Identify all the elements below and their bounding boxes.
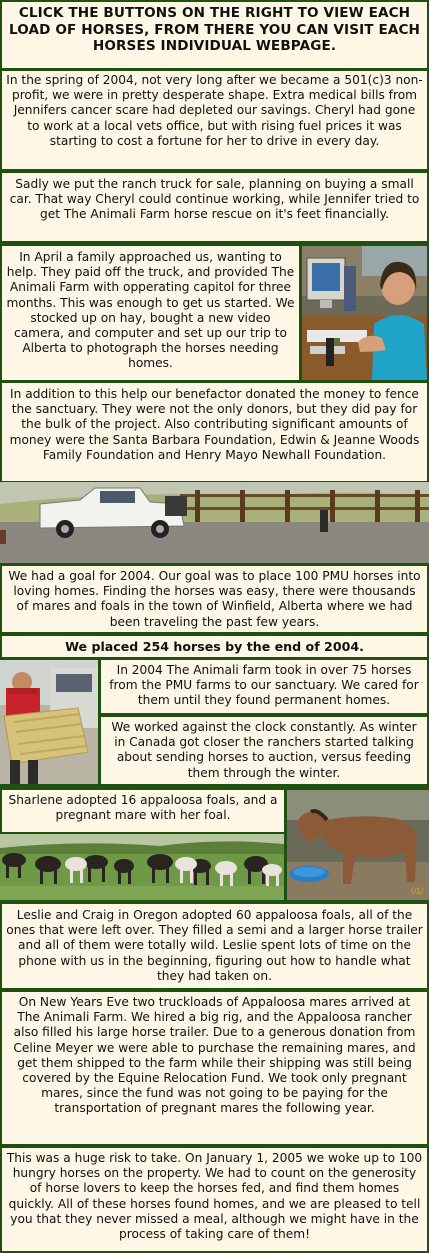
paragraph-against-clock (101, 717, 427, 784)
paragraph-text: In the spring of 2004, not very long after we became a 501(c)3 non-profit, we were in pretty desperate shape. Extra medical bills from Jennifers cancer scare had depleted our savings. Cheryl had gone to work at a local vets office, but with rising fuel prices it was starting to cost a fortune for her to drive in every day. (6, 73, 423, 148)
paragraph-took-in-75 (101, 660, 427, 713)
hay-bale-photo (0, 660, 98, 784)
header-title: CLICK THE BUTTONS ON THE RIGHT TO VIEW EACH LOAD OF HORSES, FROM THERE YOU CAN VISIT EACH HORSES INDIVIDUAL WEBPAGE. (8, 5, 421, 54)
paragraph-leslie-craig (2, 904, 427, 988)
paragraph-text: We placed 254 horses by the end of 2004. (65, 639, 364, 654)
paragraph-fence-donation (2, 383, 427, 481)
paragraph-new-years-eve (2, 992, 427, 1144)
paragraph-501c3 (2, 71, 427, 169)
paragraph-placed-254 (2, 636, 427, 657)
paragraph-text: In 2004 The Animali farm took in over 75 horses from the PMU farms to our sanctuary. We cared for them until they found permanent homes. (109, 663, 419, 708)
computer-desk-photo (302, 246, 427, 380)
photo-date-stamp: 01/ (411, 886, 424, 896)
white-truck-photo (0, 482, 429, 563)
paragraph-goal-2004 (2, 566, 427, 632)
paragraph-text: Sadly we put the ranch truck for sale, planning on buying a small car. That way Cheryl could continue working, while Jennifer tried to get The Animali Farm horse rescue on it's feet financially. (9, 177, 420, 222)
paragraph-text: On New Years Eve two truckloads of Appaloosa mares arrived at The Animali Farm. We hired a big rig, and the Appaloosa rancher also filled his large horse trailer. Due to a generous donation from Celine Meyer we were able to purchase the remaining mares, and get them shipped to the farm while their shipping was still being covered by the Equine Relocation Fund. We took only pregnant mares, since the fund was not going to be paying for the transportation of pregnant mares the following year. (13, 995, 416, 1116)
paragraph-text: In addition to this help our benefactor donated the money to fence the sanctuary. They were not the only donors, but they did pay for the bulk of the project. Also contributing significant amounts of money were the Santa Barbara Foundation, Edwin & Jeanne Woods Family Foundation and Henry Mayo Newhall Foundation. (9, 387, 420, 462)
paragraph-text: We had a goal for 2004. Our goal was to place 100 PMU horses into loving homes. Finding the horses was easy, there were thousands of mares and foals in the town of Winfield, Alberta where we had been traveling the past few years. (8, 569, 421, 629)
paragraph-text: This was a huge risk to take. On January 1, 2005 we woke up to 100 hungry horses on the property. We had to count on the generosity of horse lovers to keep the horses fed, and find them homes quickly. All of these horses found homes, and we are pleased to tell you that they never missed a meal, although we might have in the process of taking care of them! (6, 1151, 423, 1242)
paragraph-text: Sharlene adopted 16 appaloosa foals, and a pregnant mare with her foal. (8, 793, 278, 823)
paragraph-april-family (2, 246, 299, 380)
horse-photo (287, 790, 429, 900)
herd-photo (0, 834, 284, 900)
paragraph-sharlene (2, 790, 284, 832)
page-header (2, 2, 427, 68)
paragraph-huge-risk (2, 1148, 427, 1251)
paragraph-ranch-truck (2, 173, 427, 241)
paragraph-text: We worked against the clock constantly. As winter in Canada got closer the ranchers started talking about sending horses to auction, versus feeding them through the winter. (111, 720, 417, 780)
paragraph-text: In April a family approached us, wanting to help. They paid off the truck, and provided The Animali Farm with opperating capitol for three months. This was enough to get us started. We stocked up on hay, bought a new video camera, and computer and set up our trip to Alberta to photograph the horses needing homes. (6, 250, 295, 371)
paragraph-text: Leslie and Craig in Oregon adopted 60 appaloosa foals, all of the ones that were left over. They filled a semi and a larger horse trailer and all of them were totally wild. Leslie spent lots of time on the phone with us in the beginning, figuring out how to handle what they had taken on. (6, 908, 423, 983)
